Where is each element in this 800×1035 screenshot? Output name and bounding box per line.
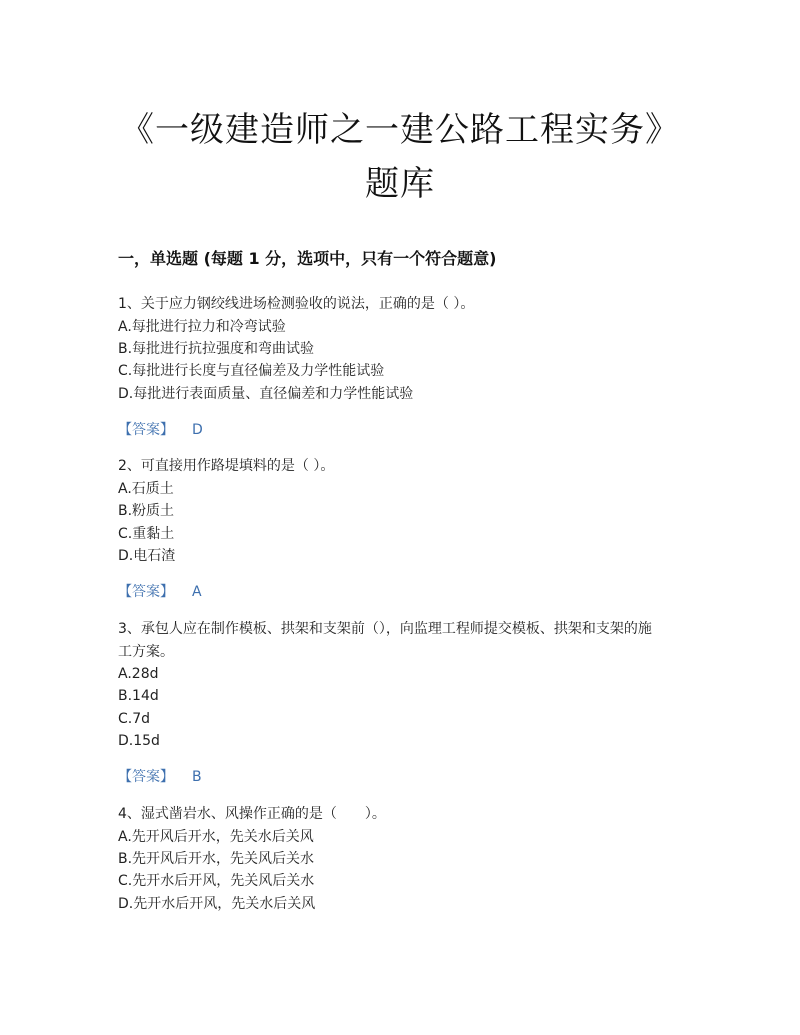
question-3-answer <box>118 767 202 787</box>
question-2-option-b: B.粉质土 <box>118 503 175 519</box>
question-2-answer <box>118 582 202 602</box>
question-3-option-c: C.7d <box>118 711 151 727</box>
answer-label: 【答案】 <box>118 584 174 600</box>
question-4-option-a: A.先开风后开水，先关水后关风 <box>118 829 314 845</box>
document-title: 《一级建造师之一建公路工程实务》 <box>120 110 680 150</box>
question-3-option-d: D.15d <box>118 733 160 749</box>
question-2-option-d: D.电石渣 <box>118 548 176 564</box>
answer-label: 【答案】 <box>118 769 174 785</box>
question-4-option-d: D.先开水后开风，先关水后关风 <box>118 896 316 912</box>
answer-value: B <box>192 769 202 785</box>
question-1-text: 1、关于应力钢绞线进场检测验收的说法，正确的是（ ）。 <box>118 296 475 312</box>
section-heading: 一，单选题 (每题 1 分，选项中，只有一个符合题意) <box>118 249 497 268</box>
question-3-text: 3、承包人应在制作模板、拱架和支架前（），向监理工程师提交模板、拱架和支架的施 <box>118 621 652 637</box>
answer-value: A <box>192 584 202 600</box>
question-2-option-c: C.重黏土 <box>118 526 175 542</box>
question-2-option-a: A.石质土 <box>118 481 174 497</box>
question-1-option-c: C.每批进行长度与直径偏差及力学性能试验 <box>118 363 385 379</box>
question-2-text: 2、可直接用作路堤填料的是（ ）。 <box>118 458 335 474</box>
question-3-text-line2: 工方案。 <box>118 644 174 660</box>
answer-value: D <box>192 422 203 438</box>
question-1-answer <box>118 420 203 440</box>
question-1-option-d: D.每批进行表面质量、直径偏差和力学性能试验 <box>118 386 414 402</box>
question-4-option-c: C.先开水后开风，先关风后关水 <box>118 873 315 889</box>
question-4-text: 4、湿式凿岩水、风操作正确的是（ ）。 <box>118 806 386 822</box>
document-title-line2: 题库 <box>365 164 435 204</box>
question-3-option-b: B.14d <box>118 688 159 704</box>
question-1-option-b: B.每批进行抗拉强度和弯曲试验 <box>118 341 315 357</box>
question-3-option-a: A.28d <box>118 666 159 682</box>
question-1-option-a: A.每批进行拉力和冷弯试验 <box>118 319 286 335</box>
answer-label: 【答案】 <box>118 422 174 438</box>
question-4-option-b: B.先开风后开水，先关风后关水 <box>118 851 315 867</box>
